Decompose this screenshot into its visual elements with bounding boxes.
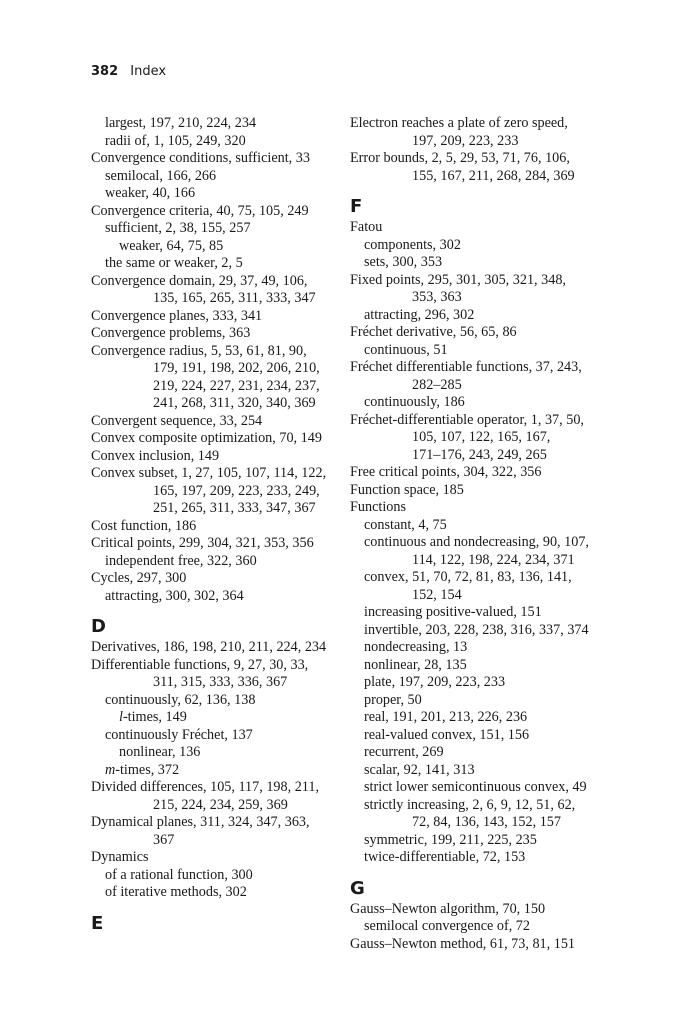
index-entry: Fréchet derivative, 56, 65, 86 [350, 324, 517, 340]
index-entry: weaker, 40, 166 [105, 185, 196, 201]
index-entry: Dynamics [91, 849, 149, 865]
index-entry: strict lower semicontinuous convex, 49 [364, 779, 587, 795]
index-entry: of iterative methods, 302 [105, 884, 247, 900]
index-entry: attracting, 300, 302, 364 [105, 587, 244, 604]
section-letter-g: G [350, 877, 365, 899]
index-entry: of a rational function, 300 [105, 866, 253, 883]
index-entry: radii of, 1, 105, 249, 320 [105, 132, 246, 149]
index-entry: proper, 50 [364, 691, 422, 708]
index-entry: the same or weaker, 2, 5 [105, 255, 243, 271]
index-entry: Convergence problems, 363 [91, 325, 251, 341]
index-entry: Free critical points, 304, 322, 356 [350, 464, 542, 480]
index-entry: continuous, 51 [364, 341, 448, 358]
index-entry-continuation: 165, 197, 209, 223, 233, 249, [153, 482, 320, 499]
section-letter-d: D [91, 616, 106, 637]
index-entry: convex, 51, 70, 72, 81, 83, 136, 141, [364, 569, 572, 585]
index-entry-continuation: 311, 315, 333, 336, 367 [153, 674, 288, 690]
index-entry: Convex composite optimization, 70, 149 [91, 430, 322, 446]
index-entry: nonlinear, 28, 135 [364, 656, 467, 673]
index-entry: Convex inclusion, 149 [91, 447, 220, 464]
index-entry: continuously, 62, 136, 138 [105, 691, 256, 708]
index-entry: Cycles, 297, 300 [91, 570, 187, 586]
index-entry-continuation: 114, 122, 198, 224, 234, 371 [412, 551, 575, 568]
index-entry: semilocal, 166, 266 [105, 167, 217, 184]
index-entry: Divided differences, 105, 117, 198, 211, [91, 779, 320, 795]
index-entry: invertible, 203, 228, 238, 316, 337, 374 [364, 621, 589, 638]
index-entry: Convergence criteria, 40, 75, 105, 249 [91, 202, 309, 219]
index-entry-continuation: 171–176, 243, 249, 265 [412, 446, 547, 463]
index-entry: sufficient, 2, 38, 155, 257 [105, 220, 251, 236]
page-number: 382 [91, 64, 119, 79]
index-entry: Differentiable functions, 9, 27, 30, 33, [91, 656, 309, 673]
index-entry: plate, 197, 209, 223, 233 [364, 674, 506, 690]
index-entry: Electron reaches a plate of zero speed, [350, 115, 568, 131]
index-entry: semilocal convergence of, 72 [364, 918, 530, 934]
index-entry-continuation: 353, 363 [412, 289, 462, 305]
index-entry-text: -times, 372 [115, 761, 180, 778]
italic-variable: m [105, 761, 116, 778]
running-header [91, 64, 166, 79]
index-entry: Function space, 185 [350, 481, 464, 498]
index-entry: Convergence conditions, sufficient, 33 [91, 150, 310, 166]
index-entry: nondecreasing, 13 [364, 639, 468, 655]
section-letter-f: F [350, 196, 363, 217]
index-entry-text: -times, 149 [122, 709, 187, 725]
index-entry-continuation: 155, 167, 211, 268, 284, 369 [412, 167, 575, 184]
index-entry-continuation: 367 [153, 831, 175, 848]
index-entry: weaker, 64, 75, 85 [119, 237, 224, 254]
index-entry-continuation: 179, 191, 198, 202, 206, 210, [153, 360, 320, 376]
index-entry: continuously, 186 [364, 394, 465, 410]
index-entry: Convergence domain, 29, 37, 49, 106, [91, 272, 308, 289]
index-entry-continuation: 241, 268, 311, 320, 340, 369 [153, 395, 316, 411]
index-entry: Gauss–Newton method, 61, 73, 81, 151 [350, 935, 576, 952]
index-entry: nonlinear, 136 [119, 744, 201, 760]
index-entry [91, 762, 351, 780]
index-entry-continuation: 152, 154 [412, 586, 462, 603]
index-entry: continuous and nondecreasing, 90, 107, [364, 534, 589, 550]
index-entry: increasing positive-valued, 151 [364, 604, 542, 620]
index-entry: symmetric, 199, 211, 225, 235 [364, 831, 537, 848]
section-letter-e: E [91, 912, 104, 934]
index-entry-continuation: 282–285 [412, 376, 462, 393]
index-entry: recurrent, 269 [364, 744, 444, 760]
index-entry: Gauss–Newton algorithm, 70, 150 [350, 900, 546, 917]
index-entry: Convergence radius, 5, 53, 61, 81, 90, [91, 342, 307, 359]
index-entry: components, 302 [364, 236, 461, 253]
index-entry [91, 709, 351, 727]
index-entry: scalar, 92, 141, 313 [364, 761, 475, 778]
index-entry: Convergence planes, 333, 341 [91, 307, 263, 324]
index-entry-continuation: 219, 224, 227, 231, 234, 237, [153, 377, 320, 394]
index-entry: Dynamical planes, 311, 324, 347, 363, [91, 814, 310, 830]
index-entry: Cost function, 186 [91, 517, 197, 534]
index-entry-continuation: 105, 107, 122, 165, 167, [412, 429, 551, 445]
index-entry: Functions [350, 499, 406, 515]
index-entry: Fréchet differentiable functions, 37, 243, [350, 359, 582, 375]
index-entry-continuation: 72, 84, 136, 143, 152, 157 [412, 814, 561, 830]
running-title: Index [130, 64, 167, 79]
italic-variable: l [119, 709, 123, 725]
index-entry-continuation: 197, 209, 223, 233 [412, 132, 519, 149]
index-entry: attracting, 296, 302 [364, 306, 475, 323]
index-entry: Convex subset, 1, 27, 105, 107, 114, 122, [91, 465, 327, 481]
index-entry: Fréchet-differentiable operator, 1, 37, 50, [350, 411, 584, 428]
index-column-right [350, 115, 610, 953]
index-entry: real, 191, 201, 213, 226, 236 [364, 709, 528, 725]
index-entry: independent free, 322, 360 [105, 552, 257, 569]
index-entry-continuation: 251, 265, 311, 333, 347, 367 [153, 500, 316, 516]
index-entry: real-valued convex, 151, 156 [364, 726, 530, 743]
index-entry: strictly increasing, 2, 6, 9, 12, 51, 62, [364, 796, 576, 813]
index-column-left [91, 115, 351, 936]
index-entry: constant, 4, 75 [364, 516, 447, 533]
index-entry-continuation: 215, 224, 234, 259, 369 [153, 796, 288, 813]
index-entry: Derivatives, 186, 198, 210, 211, 224, 234 [91, 639, 327, 655]
index-entry: Error bounds, 2, 5, 29, 53, 71, 76, 106, [350, 150, 570, 166]
index-entry: Fatou [350, 219, 383, 235]
index-entry: Critical points, 299, 304, 321, 353, 356 [91, 535, 314, 551]
index-entry: largest, 197, 210, 224, 234 [105, 115, 257, 131]
index-entry: sets, 300, 353 [364, 254, 443, 270]
index-entry: continuously Fréchet, 137 [105, 726, 253, 743]
index-entry: twice-differentiable, 72, 153 [364, 849, 526, 865]
index-entry-continuation: 135, 165, 265, 311, 333, 347 [153, 290, 316, 306]
index-entry: Convergent sequence, 33, 254 [91, 412, 263, 429]
index-entry: Fixed points, 295, 301, 305, 321, 348, [350, 271, 566, 288]
